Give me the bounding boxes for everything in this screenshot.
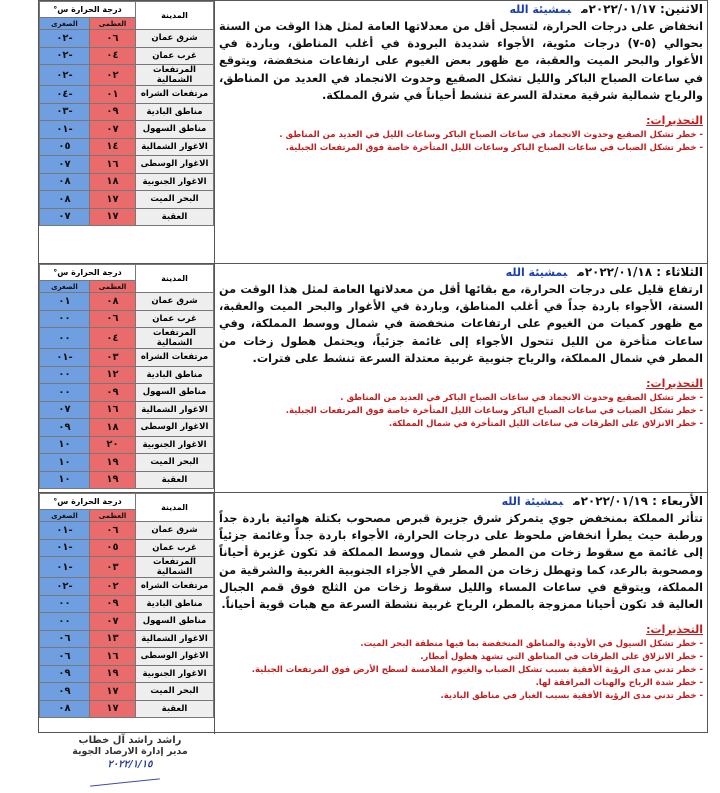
- city-cell: غرب عمان: [136, 539, 214, 557]
- blessing-text: بمشيئة الله: [505, 266, 568, 279]
- day-section: [39, 493, 707, 734]
- blessing-text: بمشيئة الله: [509, 3, 572, 16]
- temperature-table-panel: [39, 1, 215, 263]
- min-temp-cell: -٠٢: [40, 30, 90, 48]
- min-temp-cell: ٠٠: [40, 366, 90, 384]
- max-temp-cell: ١٧: [90, 700, 136, 718]
- max-temp-cell: ١٦: [90, 648, 136, 666]
- table-row: [40, 366, 214, 384]
- table-row: [40, 557, 214, 578]
- city-cell: الاغوار الشمالية: [136, 401, 214, 419]
- temperature-column-header: درجة الحرارة س°: [40, 2, 136, 18]
- min-temp-cell: ٠٨: [40, 700, 90, 718]
- table-row: [40, 648, 214, 666]
- warning-item: - خطر تشكل الصقيع وحدوث الانجماد في ساعات الصباح الباكر في العديد من المناطق .: [340, 393, 703, 404]
- warning-item: - خطر تدني مدى الرؤية الأفقية بسبب الغبار في مناطق البادية.: [440, 691, 703, 702]
- footer-signature-block: [60, 735, 200, 770]
- city-cell: الاغوار الجنوبية: [136, 436, 214, 454]
- table-row: [40, 595, 214, 613]
- max-temp-cell: ٠٤: [90, 328, 136, 349]
- table-row: [40, 30, 214, 48]
- min-column-header: الصغرى: [40, 510, 90, 522]
- max-temp-cell: ١٣: [90, 630, 136, 648]
- table-row: [40, 86, 214, 104]
- warnings-list: [219, 129, 703, 155]
- forecast-text-panel: [219, 1, 703, 263]
- max-temp-cell: ٠٣: [90, 557, 136, 578]
- temperature-column-header: درجة الحرارة س°: [40, 494, 136, 510]
- max-temp-cell: ٠٤: [90, 47, 136, 65]
- max-temp-cell: ٠٢: [90, 65, 136, 86]
- table-row: [40, 191, 214, 209]
- temperature-column-header: درجة الحرارة س°: [40, 265, 136, 281]
- max-temp-cell: ١٧: [90, 191, 136, 209]
- table-row: [40, 328, 214, 349]
- city-cell: مناطق السهول: [136, 384, 214, 402]
- table-row: [40, 173, 214, 191]
- warnings-list: [219, 392, 703, 431]
- city-cell: المرتفعات الشمالية: [136, 557, 214, 578]
- signature-stroke: [90, 778, 160, 786]
- min-temp-cell: ٠٩: [40, 419, 90, 437]
- day-title: [219, 494, 703, 508]
- city-cell: الاغوار الشمالية: [136, 138, 214, 156]
- max-temp-cell: ٠٢: [90, 578, 136, 596]
- warning-item: - خطر الانزلاق على الطرقات في ساعات الليل المتأخرة في شمال المملكة.: [388, 419, 703, 430]
- day-date: الثلاثاء : ٢٠٢٢/٠١/١٨م: [577, 265, 703, 279]
- signatory-role: مدير إدارة الارصاد الجوية: [72, 746, 188, 757]
- min-temp-cell: ٠١: [40, 293, 90, 311]
- table-row: [40, 138, 214, 156]
- forecast-text-panel: [219, 493, 703, 734]
- city-cell: مناطق البادية: [136, 366, 214, 384]
- table-row: [40, 522, 214, 540]
- min-temp-cell: -٠١: [40, 539, 90, 557]
- city-cell: الاغوار الوسطى: [136, 648, 214, 666]
- table-row: [40, 384, 214, 402]
- city-cell: المرتفعات الشمالية: [136, 328, 214, 349]
- warning-item: - خطر تشكل الضباب في ساعات الصباح الباكر وساعات الليل المتأخرة خاصة فوق المرتفعات الجبلية.: [285, 406, 703, 417]
- city-cell: العقبة: [136, 471, 214, 489]
- signatory-name: راشد راشد آل خطاب: [78, 735, 182, 746]
- table-row: [40, 349, 214, 367]
- temperature-table: [39, 493, 214, 718]
- table-row: [40, 156, 214, 174]
- warning-item: - خطر تشكل الصقيع وحدوث الانجماد في ساعات الصباح الباكر وساعات الليل في العديد من المناطق .: [279, 130, 703, 141]
- min-temp-cell: ٠٠: [40, 613, 90, 631]
- max-temp-cell: ٠٧: [90, 121, 136, 139]
- city-cell: مرتفعات الشراه: [136, 349, 214, 367]
- city-cell: الاغوار الجنوبية: [136, 173, 214, 191]
- warning-item: - خطر تدني مدى الرؤية الأفقية بسبب تشكل الضباب والغيوم الملامسة لسطح الأرض فوق المرتفعات الجبلية.: [251, 665, 703, 676]
- table-row: [40, 539, 214, 557]
- temperature-table-panel: [39, 264, 215, 492]
- forecast-paragraph: انخفاض على درجات الحرارة، لتسجل أقل من معدلاتها العامة لمثل هذا الوقت من السنة بحوالي (٥-٧) درجات مئوية، الأجواء شديدة البرودة في أغلب المناطق، وباردة في الأغوار والبحر الميت والعقبة، مع ظهور بعض الغيوم على ارتفاعات منخفضة، ويتوقع في ساعات الصباح الباكر والليل تشكل الصقيع وحدوث الانجماد في العديد من المناطق، والرياح شمالية شرقية معتدلة السرعة تنشط أحياناً في شرق المملكة.: [219, 20, 704, 102]
- max-temp-cell: ٠٥: [90, 539, 136, 557]
- city-cell: الاغوار الجنوبية: [136, 665, 214, 683]
- max-column-header: العظمى: [90, 510, 136, 522]
- forecast-paragraph: تتأثر المملكة بمنخفض جوي يتمركز شرق جزيرة قبرص مصحوب بكتلة هوائية باردة جداً ورطبة حيث يطرأ انخفاض ملحوظ على درجات الحرارة، الأجواء باردة جداً وغائمة جزئياً إلى غائمة مع سقوط زخات من المطر في شمال ووسط المملكة قد تكون غزيرة أحياناً ومصحوبة بالرعد، كما وتهطل زخات من المطر في الأجزاء الجنوبية الغربية والشرقية من المملكة، ويتوقع في ساعات المساء والليل سقوط زخات من الثلج فوق قمم الجبال العالية قد تكون أحيانا ممزوجة بالمطر، الرياح غربية نشطة السرعة مع هبات قوية أحياناً.: [219, 512, 703, 612]
- table-row: [40, 208, 214, 226]
- min-temp-cell: -٠١: [40, 557, 90, 578]
- min-temp-cell: ٠٧: [40, 208, 90, 226]
- city-cell: شرق عمان: [136, 293, 214, 311]
- min-temp-cell: ٠٥: [40, 138, 90, 156]
- table-row: [40, 613, 214, 631]
- min-temp-cell: ٠٨: [40, 191, 90, 209]
- city-cell: الاغوار الشمالية: [136, 630, 214, 648]
- table-row: [40, 419, 214, 437]
- min-temp-cell: ٠٦: [40, 648, 90, 666]
- warnings-title: التحذيرات:: [646, 377, 703, 391]
- min-column-header: الصغرى: [40, 18, 90, 30]
- city-cell: مرتفعات الشراه: [136, 86, 214, 104]
- warnings-title: التحذيرات:: [646, 623, 703, 637]
- city-cell: شرق عمان: [136, 30, 214, 48]
- min-temp-cell: ١٠: [40, 471, 90, 489]
- day-date: الأربعاء : ٢٠٢٢/٠١/١٩م: [573, 494, 703, 508]
- min-temp-cell: ٠٠: [40, 384, 90, 402]
- day-section: [39, 1, 707, 264]
- max-column-header: العظمى: [90, 281, 136, 293]
- table-row: [40, 683, 214, 701]
- min-temp-cell: -٠٤: [40, 86, 90, 104]
- min-temp-cell: ٠٩: [40, 683, 90, 701]
- min-temp-cell: ٠٠: [40, 310, 90, 328]
- city-cell: الاغوار الوسطى: [136, 156, 214, 174]
- city-column-header: المدينة: [136, 2, 214, 30]
- max-temp-cell: ٠٦: [90, 522, 136, 540]
- min-temp-cell: ٠٠: [40, 595, 90, 613]
- city-cell: البحر الميت: [136, 191, 214, 209]
- max-temp-cell: ٠٣: [90, 349, 136, 367]
- city-cell: مناطق البادية: [136, 595, 214, 613]
- min-temp-cell: ١٠: [40, 454, 90, 472]
- forecast-paragraph: ارتفاع قليل على درجات الحرارة، مع بقائها أقل من معدلاتها العامة لمثل هذا الوقت من السنة، الأجواء باردة جداً في أغلب المناطق، وباردة في الأغوار والبحر الميت والعقبة، مع ظهور كميات من الغيوم على ارتفاعات منخفضة في شمال ووسط المملكة، وفي ساعات متأخرة من الليل تتحول الأجواء إلى غائمة جزئياً، ويحتمل هطول زخات من المطر في شمال المملكة، والرياح جنوبية غربية معتدلة السرعة تنشط على فترات.: [219, 283, 703, 365]
- table-row: [40, 401, 214, 419]
- table-row: [40, 578, 214, 596]
- min-temp-cell: -٠١: [40, 522, 90, 540]
- city-cell: العقبة: [136, 208, 214, 226]
- city-cell: البحر الميت: [136, 454, 214, 472]
- city-cell: غرب عمان: [136, 47, 214, 65]
- table-row: [40, 293, 214, 311]
- max-temp-cell: ١٤: [90, 138, 136, 156]
- max-temp-cell: ١٢: [90, 366, 136, 384]
- min-temp-cell: ٠٩: [40, 665, 90, 683]
- forecast-sheet: [38, 0, 708, 733]
- min-temp-cell: ٠٧: [40, 156, 90, 174]
- min-temp-cell: ٠٠: [40, 328, 90, 349]
- warning-item: - خطر الانزلاق على الطرقات في المناطق التي تشهد هطول أمطار.: [420, 652, 703, 663]
- table-row: [40, 310, 214, 328]
- table-row: [40, 700, 214, 718]
- min-temp-cell: -٠١: [40, 121, 90, 139]
- max-temp-cell: ١٧: [90, 208, 136, 226]
- blessing-text: بمشيئة الله: [501, 495, 564, 508]
- warning-item: - خطر تشكل الضباب في ساعات الصباح الباكر وساعات الليل المتأخرة خاصة فوق المرتفعات الجبلية.: [285, 143, 703, 154]
- city-cell: مناطق السهول: [136, 613, 214, 631]
- city-cell: مناطق السهول: [136, 121, 214, 139]
- temperature-table: [39, 1, 214, 226]
- min-temp-cell: ١٠: [40, 436, 90, 454]
- table-row: [40, 65, 214, 86]
- max-temp-cell: ١٩: [90, 665, 136, 683]
- city-cell: مناطق البادية: [136, 103, 214, 121]
- min-temp-cell: -٠٢: [40, 65, 90, 86]
- city-cell: المرتفعات الشمالية: [136, 65, 214, 86]
- max-temp-cell: ١٩: [90, 454, 136, 472]
- city-column-header: المدينة: [136, 494, 214, 522]
- max-temp-cell: ١٩: [90, 471, 136, 489]
- city-cell: البحر الميت: [136, 683, 214, 701]
- warnings-list: [219, 638, 703, 703]
- max-temp-cell: ٠٧: [90, 613, 136, 631]
- city-column-header: المدينة: [136, 265, 214, 293]
- forecast-text-panel: [219, 264, 703, 492]
- max-temp-cell: ١٧: [90, 683, 136, 701]
- table-row: [40, 436, 214, 454]
- warnings-title: التحذيرات:: [646, 114, 703, 128]
- max-temp-cell: ٠٦: [90, 310, 136, 328]
- city-cell: العقبة: [136, 700, 214, 718]
- table-row: [40, 454, 214, 472]
- max-temp-cell: ٠٨: [90, 293, 136, 311]
- temperature-table-panel: [39, 493, 215, 734]
- city-cell: شرق عمان: [136, 522, 214, 540]
- city-cell: غرب عمان: [136, 310, 214, 328]
- day-title: [219, 265, 703, 279]
- max-temp-cell: ١٨: [90, 173, 136, 191]
- min-temp-cell: ٠٦: [40, 630, 90, 648]
- max-column-header: العظمى: [90, 18, 136, 30]
- table-row: [40, 103, 214, 121]
- city-cell: مرتفعات الشراه: [136, 578, 214, 596]
- warning-item: - خطر تشكل السيول في الأودية والمناطق المنخفضة بما فيها منطقة البحر الميت.: [360, 639, 703, 650]
- temperature-table: [39, 264, 214, 489]
- table-row: [40, 121, 214, 139]
- table-row: [40, 471, 214, 489]
- min-temp-cell: ٠٧: [40, 401, 90, 419]
- max-temp-cell: ٠٩: [90, 384, 136, 402]
- max-temp-cell: ٠٩: [90, 595, 136, 613]
- min-temp-cell: -٠٣: [40, 103, 90, 121]
- max-temp-cell: ١٦: [90, 156, 136, 174]
- warning-item: - خطر شدة الرياح والهبات المرافقة لها.: [535, 678, 703, 689]
- min-column-header: الصغرى: [40, 281, 90, 293]
- table-row: [40, 665, 214, 683]
- city-cell: الاغوار الوسطى: [136, 419, 214, 437]
- max-temp-cell: ٠٦: [90, 30, 136, 48]
- table-row: [40, 47, 214, 65]
- day-date: الاثنين: ٢٠٢٢/٠١/١٧م: [581, 2, 703, 16]
- day-title: [219, 2, 703, 16]
- max-temp-cell: ٠١: [90, 86, 136, 104]
- max-temp-cell: ٢٠: [90, 436, 136, 454]
- min-temp-cell: -٠٢: [40, 578, 90, 596]
- max-temp-cell: ١٨: [90, 419, 136, 437]
- max-temp-cell: ٠٩: [90, 103, 136, 121]
- day-section: [39, 264, 707, 493]
- max-temp-cell: ١٦: [90, 401, 136, 419]
- min-temp-cell: ٠٨: [40, 173, 90, 191]
- signature-date: ٢٠٢٢/١/١٥: [107, 759, 153, 770]
- min-temp-cell: -٠٢: [40, 47, 90, 65]
- min-temp-cell: -٠١: [40, 349, 90, 367]
- table-row: [40, 630, 214, 648]
